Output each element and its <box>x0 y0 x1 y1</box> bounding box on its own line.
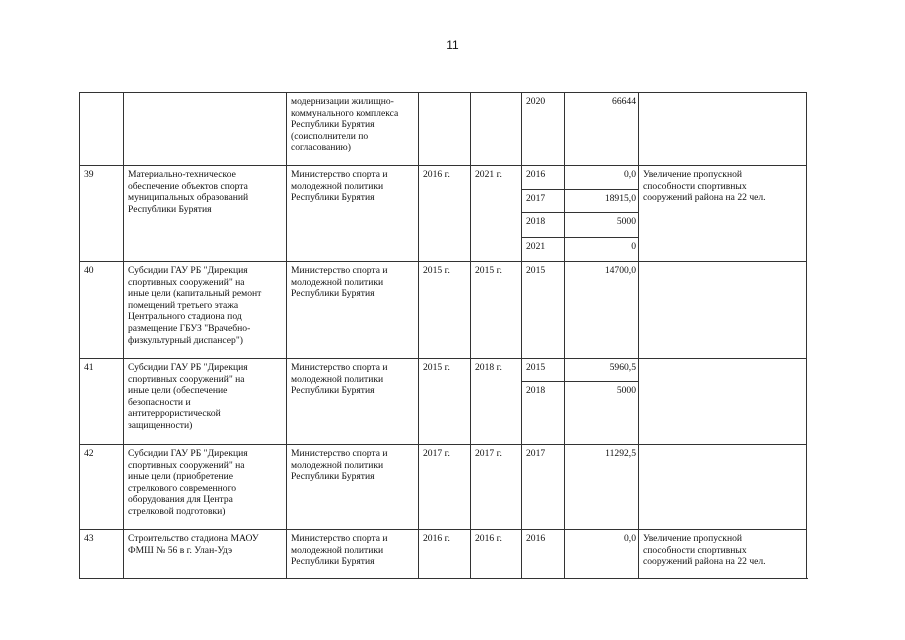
row-number <box>79 93 123 166</box>
table-bottom-border <box>79 578 808 579</box>
amount-cell: 18915,0 <box>565 189 638 212</box>
funding-amounts <box>564 445 638 530</box>
expected-result <box>638 93 807 166</box>
funding-amounts <box>564 359 638 445</box>
measure-name: Строительство стадиона МАОУ ФМШ № 56 в г. Улан-Удэ <box>123 530 286 579</box>
responsible-org: Министерство спорта и молодежной политики Республики Бурятия <box>286 530 418 579</box>
expected-result <box>638 262 807 359</box>
start-year: 2016 г. <box>418 530 470 579</box>
responsible-org: Министерство спорта и молодежной политики Республики Бурятия <box>286 262 418 359</box>
measure-name: Субсидии ГАУ РБ "Дирекция спортивных сооружений" на иные цели (обеспечение безопасности и антитеррористической защищенности) <box>123 359 286 445</box>
amount-cell: 5000 <box>565 212 638 237</box>
measure-name: Субсидии ГАУ РБ "Дирекция спортивных сооружений" на иные цели (капитальный ремонт помещений третьего этажа Центрального стадиона под размещение ГБУЗ "Врачебно- физкультурный диспансер") <box>123 262 286 359</box>
funding-amounts <box>564 262 638 359</box>
year-cell: 2017 <box>522 189 564 212</box>
table-row <box>79 165 807 262</box>
table-row <box>79 261 807 359</box>
funding-years <box>521 166 564 262</box>
expected-result <box>638 359 807 445</box>
amount-cell: 11292,5 <box>605 448 636 459</box>
year-cell: 2018 <box>522 212 564 237</box>
expected-result: Увеличение пропускной способности спортивных сооружений района на 22 чел. <box>638 166 807 262</box>
funding-years <box>521 530 564 579</box>
measure-name <box>123 93 286 166</box>
measure-name: Материально-техническое обеспечение объектов спорта муниципальных образований Республики Бурятия <box>123 166 286 262</box>
expected-result: Увеличение пропускной способности спортивных сооружений района на 22 чел. <box>638 530 807 579</box>
year-cell: 2018 <box>522 381 564 445</box>
row-number: 40 <box>79 262 123 359</box>
funding-years <box>521 262 564 359</box>
responsible-org: Министерство спорта и молодежной политики Республики Бурятия <box>286 166 418 262</box>
year-cell: 2020 <box>526 96 546 107</box>
row-number: 41 <box>79 359 123 445</box>
responsible-org: Министерство спорта и молодежной политики Республики Бурятия <box>286 445 418 530</box>
funding-amounts <box>564 166 638 262</box>
year-cell: 2021 <box>522 237 564 262</box>
responsible-org: Министерство спорта и молодежной политики Республики Бурятия <box>286 359 418 445</box>
year-cell: 2016 <box>526 533 546 544</box>
row-number: 43 <box>79 530 123 579</box>
end-year: 2018 г. <box>470 359 521 445</box>
table-row <box>79 92 807 166</box>
year-cell: 2017 <box>526 448 546 459</box>
end-year: 2021 г. <box>470 166 521 262</box>
end-year <box>470 93 521 166</box>
start-year: 2015 г. <box>418 359 470 445</box>
funding-amounts <box>564 93 638 166</box>
end-year: 2017 г. <box>470 445 521 530</box>
start-year <box>418 93 470 166</box>
amount-cell: 66644 <box>612 96 636 107</box>
amount-cell: 5960,5 <box>609 362 636 373</box>
measure-name: Субсидии ГАУ РБ "Дирекция спортивных сооружений" на иные цели (приобретение стрелкового современного оборудования для Центра стрелковой подготовки) <box>123 445 286 530</box>
amount-cell: 0,0 <box>624 533 636 544</box>
amount-cell: 14700,0 <box>604 265 636 276</box>
end-year: 2015 г. <box>470 262 521 359</box>
year-cell: 2016 <box>526 169 546 180</box>
amount-cell: 0,0 <box>624 169 636 180</box>
funding-years <box>521 93 564 166</box>
row-number: 42 <box>79 445 123 530</box>
year-cell: 2015 <box>526 362 546 373</box>
table-row <box>79 358 807 445</box>
funding-amounts <box>564 530 638 579</box>
amount-cell: 0 <box>565 237 638 262</box>
table-row <box>79 444 807 530</box>
end-year: 2016 г. <box>470 530 521 579</box>
page-number: 11 <box>446 38 459 52</box>
start-year: 2015 г. <box>418 262 470 359</box>
start-year: 2017 г. <box>418 445 470 530</box>
responsible-org: модернизации жилищно- коммунального комплекса Республики Бурятия (соисполнители по согласованию) <box>286 93 418 166</box>
amount-cell: 5000 <box>565 381 638 445</box>
table-row <box>79 529 807 579</box>
funding-years <box>521 359 564 445</box>
funding-years <box>521 445 564 530</box>
start-year: 2016 г. <box>418 166 470 262</box>
expected-result <box>638 445 807 530</box>
year-cell: 2015 <box>526 265 546 276</box>
row-number: 39 <box>79 166 123 262</box>
